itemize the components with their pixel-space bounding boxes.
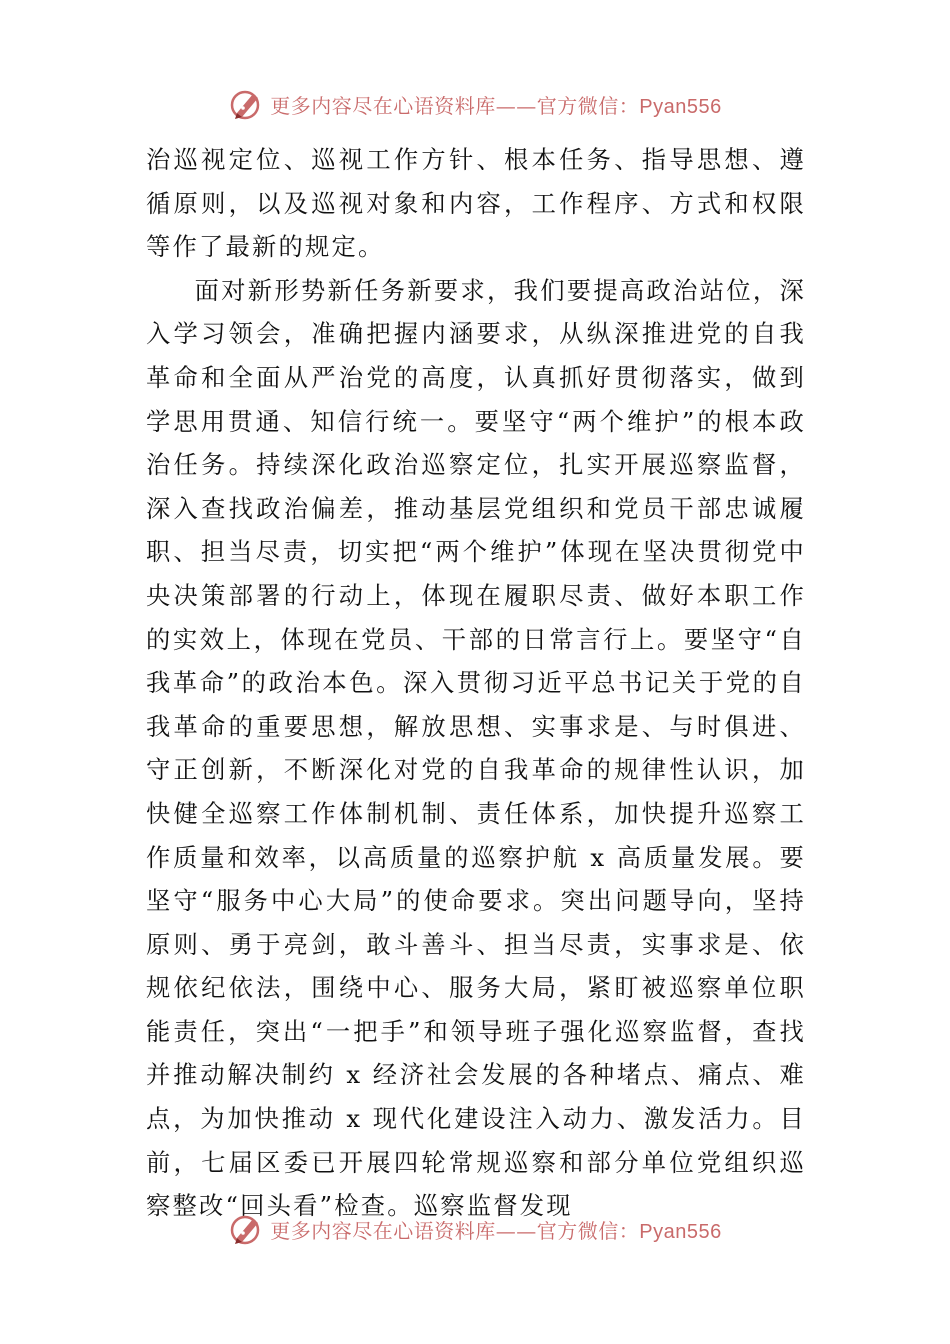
document-body	[146, 138, 806, 1228]
pen-nib-logo-icon	[228, 1211, 264, 1247]
header-banner	[0, 84, 950, 124]
paragraph-2: 面对新形势新任务新要求，我们要提高政治站位，深入学习领会，准确把握内涵要求，从纵深推进党的自我革命和全面从严治党的高度，认真抓好贯彻落实，做到学思用贯通、知信行统一。要坚守“两个维护”的根本政治任务。持续深化政治巡察定位，扎实开展巡察监督，深入查找政治偏差，推动基层党组织和党员干部忠诚履职、担当尽责，切实把“两个维护”体现在坚决贯彻党中央决策部署的行动上，体现在履职尽责、做好本职工作的实效上，体现在党员、干部的日常言行上。要坚守“自我革命”的政治本色。深入贯彻习近平总书记关于党的自我革命的重要思想，解放思想、实事求是、与时俱进、守正创新，不断深化对党的自我革命的规律性认识，加快健全巡察工作体制机制、责任体系，加快提升巡察工作质量和效率，以高质量的巡察护航 x 高质量发展。要坚守“服务中心大局”的使命要求。突出问题导向，坚持原则、勇于亮剑，敢斗善斗、担当尽责，实事求是、依规依纪依法，围绕中心、服务大局，紧盯被巡察单位职能责任，突出“一把手”和领导班子强化巡察监督，查找并推动解决制约 x 经济社会发展的各种堵点、痛点、难点，为加快推动 x 现代化建设注入动力、激发活力。目前，七届区委已开展四轮常规巡察和部分单位党组织巡察整改“回头看”检查。巡察监督发现	[146, 275, 806, 1221]
footer-banner	[0, 1209, 950, 1249]
paragraph-1: 治巡视定位、巡视工作方针、根本任务、指导思想、遵循原则，以及巡视对象和内容，工作程序、方式和权限等作了最新的规定。	[146, 145, 806, 262]
footer-banner-text: 更多内容尽在心语资料库——官方微信：Pyan556	[270, 1218, 722, 1243]
header-banner-text: 更多内容尽在心语资料库——官方微信：Pyan556	[270, 93, 722, 118]
pen-nib-logo-icon	[228, 86, 264, 122]
